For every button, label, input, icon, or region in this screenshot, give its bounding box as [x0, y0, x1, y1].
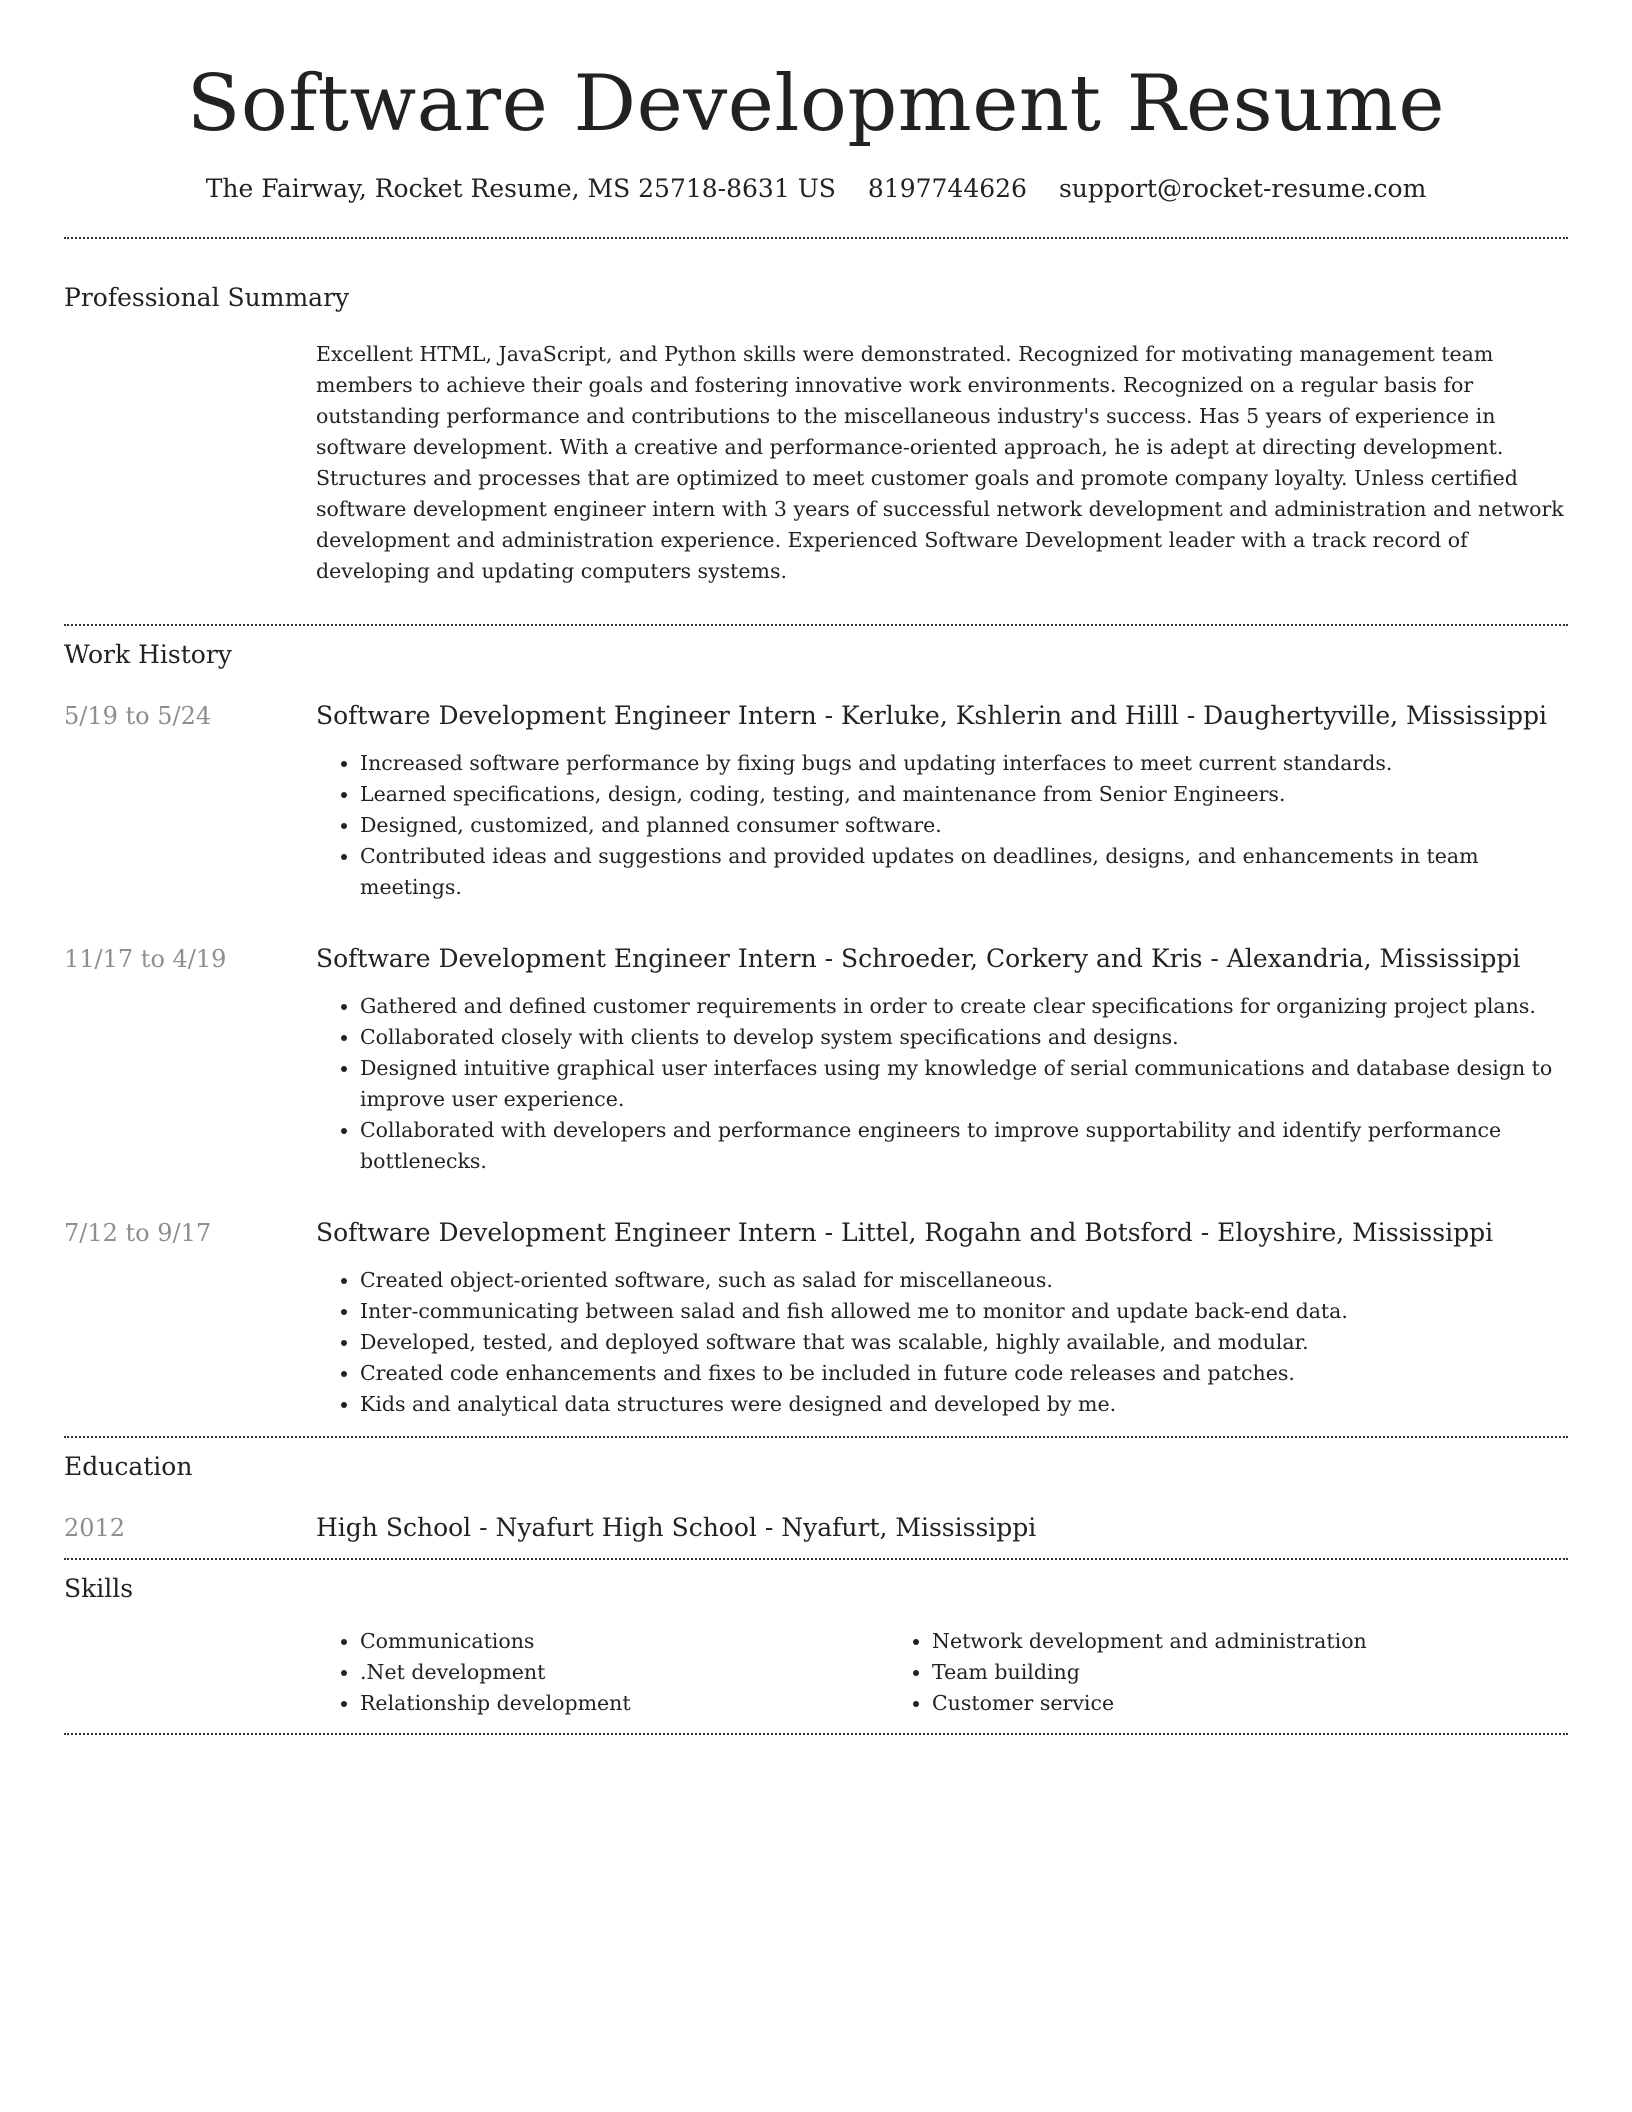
contact-phone: 8197744626	[867, 174, 1027, 203]
education-section	[64, 1438, 1568, 1558]
list-item: • Gathered and defined customer requirements in order to create clear specifications for organizing project plans.	[360, 991, 1568, 1022]
list-item: • Created object-oriented software, such as salad for miscellaneous.	[360, 1265, 1568, 1296]
divider	[64, 1733, 1568, 1735]
list-item: • .Net development	[360, 1657, 888, 1688]
skills-section	[64, 1560, 1568, 1733]
section-heading: Education	[64, 1451, 193, 1481]
contact-line	[64, 174, 1568, 203]
summary-text: Excellent HTML, JavaScript, and Python skills were demonstrated. Recognized for motivating management team members to achieve their goals and fostering innovative work environments. Recognized on a regular basis for outstanding performance and contributions to the miscellaneous industry's success. Has 5 years of experience in software development. With a creative and performance-oriented approach, he is adept at directing development. Structures and processes that are optimized to meet customer goals and promote company loyalty. Unless certified software development engineer intern with 3 years of successful network development and administration and network development and administration experience. Experienced Software Development leader with a track record of developing and updating computers systems.	[316, 342, 1564, 583]
education-year: 2012	[64, 1513, 126, 1542]
list-item: • Network development and administration	[932, 1626, 1460, 1657]
skills-list-left	[316, 1626, 888, 1719]
list-item: • Developed, tested, and deployed software that was scalable, highly available, and modular.	[360, 1327, 1568, 1358]
job-bullets	[316, 1265, 1568, 1420]
job-bullets	[316, 991, 1568, 1177]
list-item: • Team building	[932, 1657, 1460, 1688]
contact-email: support@rocket-resume.com	[1058, 174, 1427, 203]
resume-header	[64, 0, 1568, 203]
list-item: • Learned specifications, design, coding, testing, and maintenance from Senior Engineers.	[360, 779, 1568, 810]
job-entry	[64, 1217, 1568, 1420]
job-dates: 7/12 to 9/17	[64, 1218, 212, 1247]
list-item: • Increased software performance by fixing bugs and updating interfaces to meet current standards.	[360, 748, 1568, 779]
section-heading: Professional Summary	[64, 283, 350, 312]
resume-title: Software Development Resume	[186, 59, 1446, 149]
list-item: • Designed, customized, and planned consumer software.	[360, 810, 1568, 841]
work-history-section	[64, 626, 1568, 1436]
list-item: • Contributed ideas and suggestions and provided updates on deadlines, designs, and enhancements in team meetings.	[360, 841, 1568, 903]
job-title: Software Development Engineer Intern - Kerluke, Kshlerin and Hilll - Daughertyville, Mississippi	[316, 700, 1547, 730]
job-body	[316, 1217, 1568, 1420]
list-item: • Inter-communicating between salad and fish allowed me to monitor and update back-end data.	[360, 1296, 1568, 1327]
job-title: Software Development Engineer Intern - Schroeder, Corkery and Kris - Alexandria, Mississippi	[316, 943, 1521, 973]
job-body	[316, 700, 1568, 903]
job-title: Software Development Engineer Intern - Littel, Rogahn and Botsford - Eloyshire, Mississippi	[316, 1217, 1494, 1247]
section-heading: Skills	[64, 1573, 134, 1603]
education-entry	[64, 1512, 1568, 1544]
education-title: High School - Nyafurt High School - Nyafurt, Mississippi	[316, 1512, 1037, 1542]
list-item: • Collaborated with developers and performance engineers to improve supportability and identify performance bottlenecks.	[360, 1115, 1568, 1177]
skills-columns	[316, 1626, 1568, 1733]
list-item: • Communications	[360, 1626, 888, 1657]
list-item: • Relationship development	[360, 1688, 888, 1719]
professional-summary-section	[64, 239, 1568, 603]
list-item: • Collaborated closely with clients to develop system specifications and designs.	[360, 1022, 1568, 1053]
job-entry	[64, 700, 1568, 903]
contact-address: The Fairway, Rocket Resume, MS 25718-8631 US	[205, 174, 836, 203]
list-item: • Designed intuitive graphical user interfaces using my knowledge of serial communications and database design to improve user experience.	[360, 1053, 1568, 1115]
job-entry	[64, 943, 1568, 1177]
job-dates: 11/17 to 4/19	[64, 944, 227, 973]
education-body	[316, 1512, 1568, 1544]
list-item: • Kids and analytical data structures were designed and developed by me.	[360, 1389, 1568, 1420]
list-item: • Created code enhancements and fixes to be included in future code releases and patches.	[360, 1358, 1568, 1389]
job-body	[316, 943, 1568, 1177]
skills-list-right	[888, 1626, 1460, 1719]
list-item: • Customer service	[932, 1688, 1460, 1719]
job-dates: 5/19 to 5/24	[64, 701, 212, 730]
section-heading: Work History	[64, 639, 232, 669]
job-bullets	[316, 748, 1568, 903]
